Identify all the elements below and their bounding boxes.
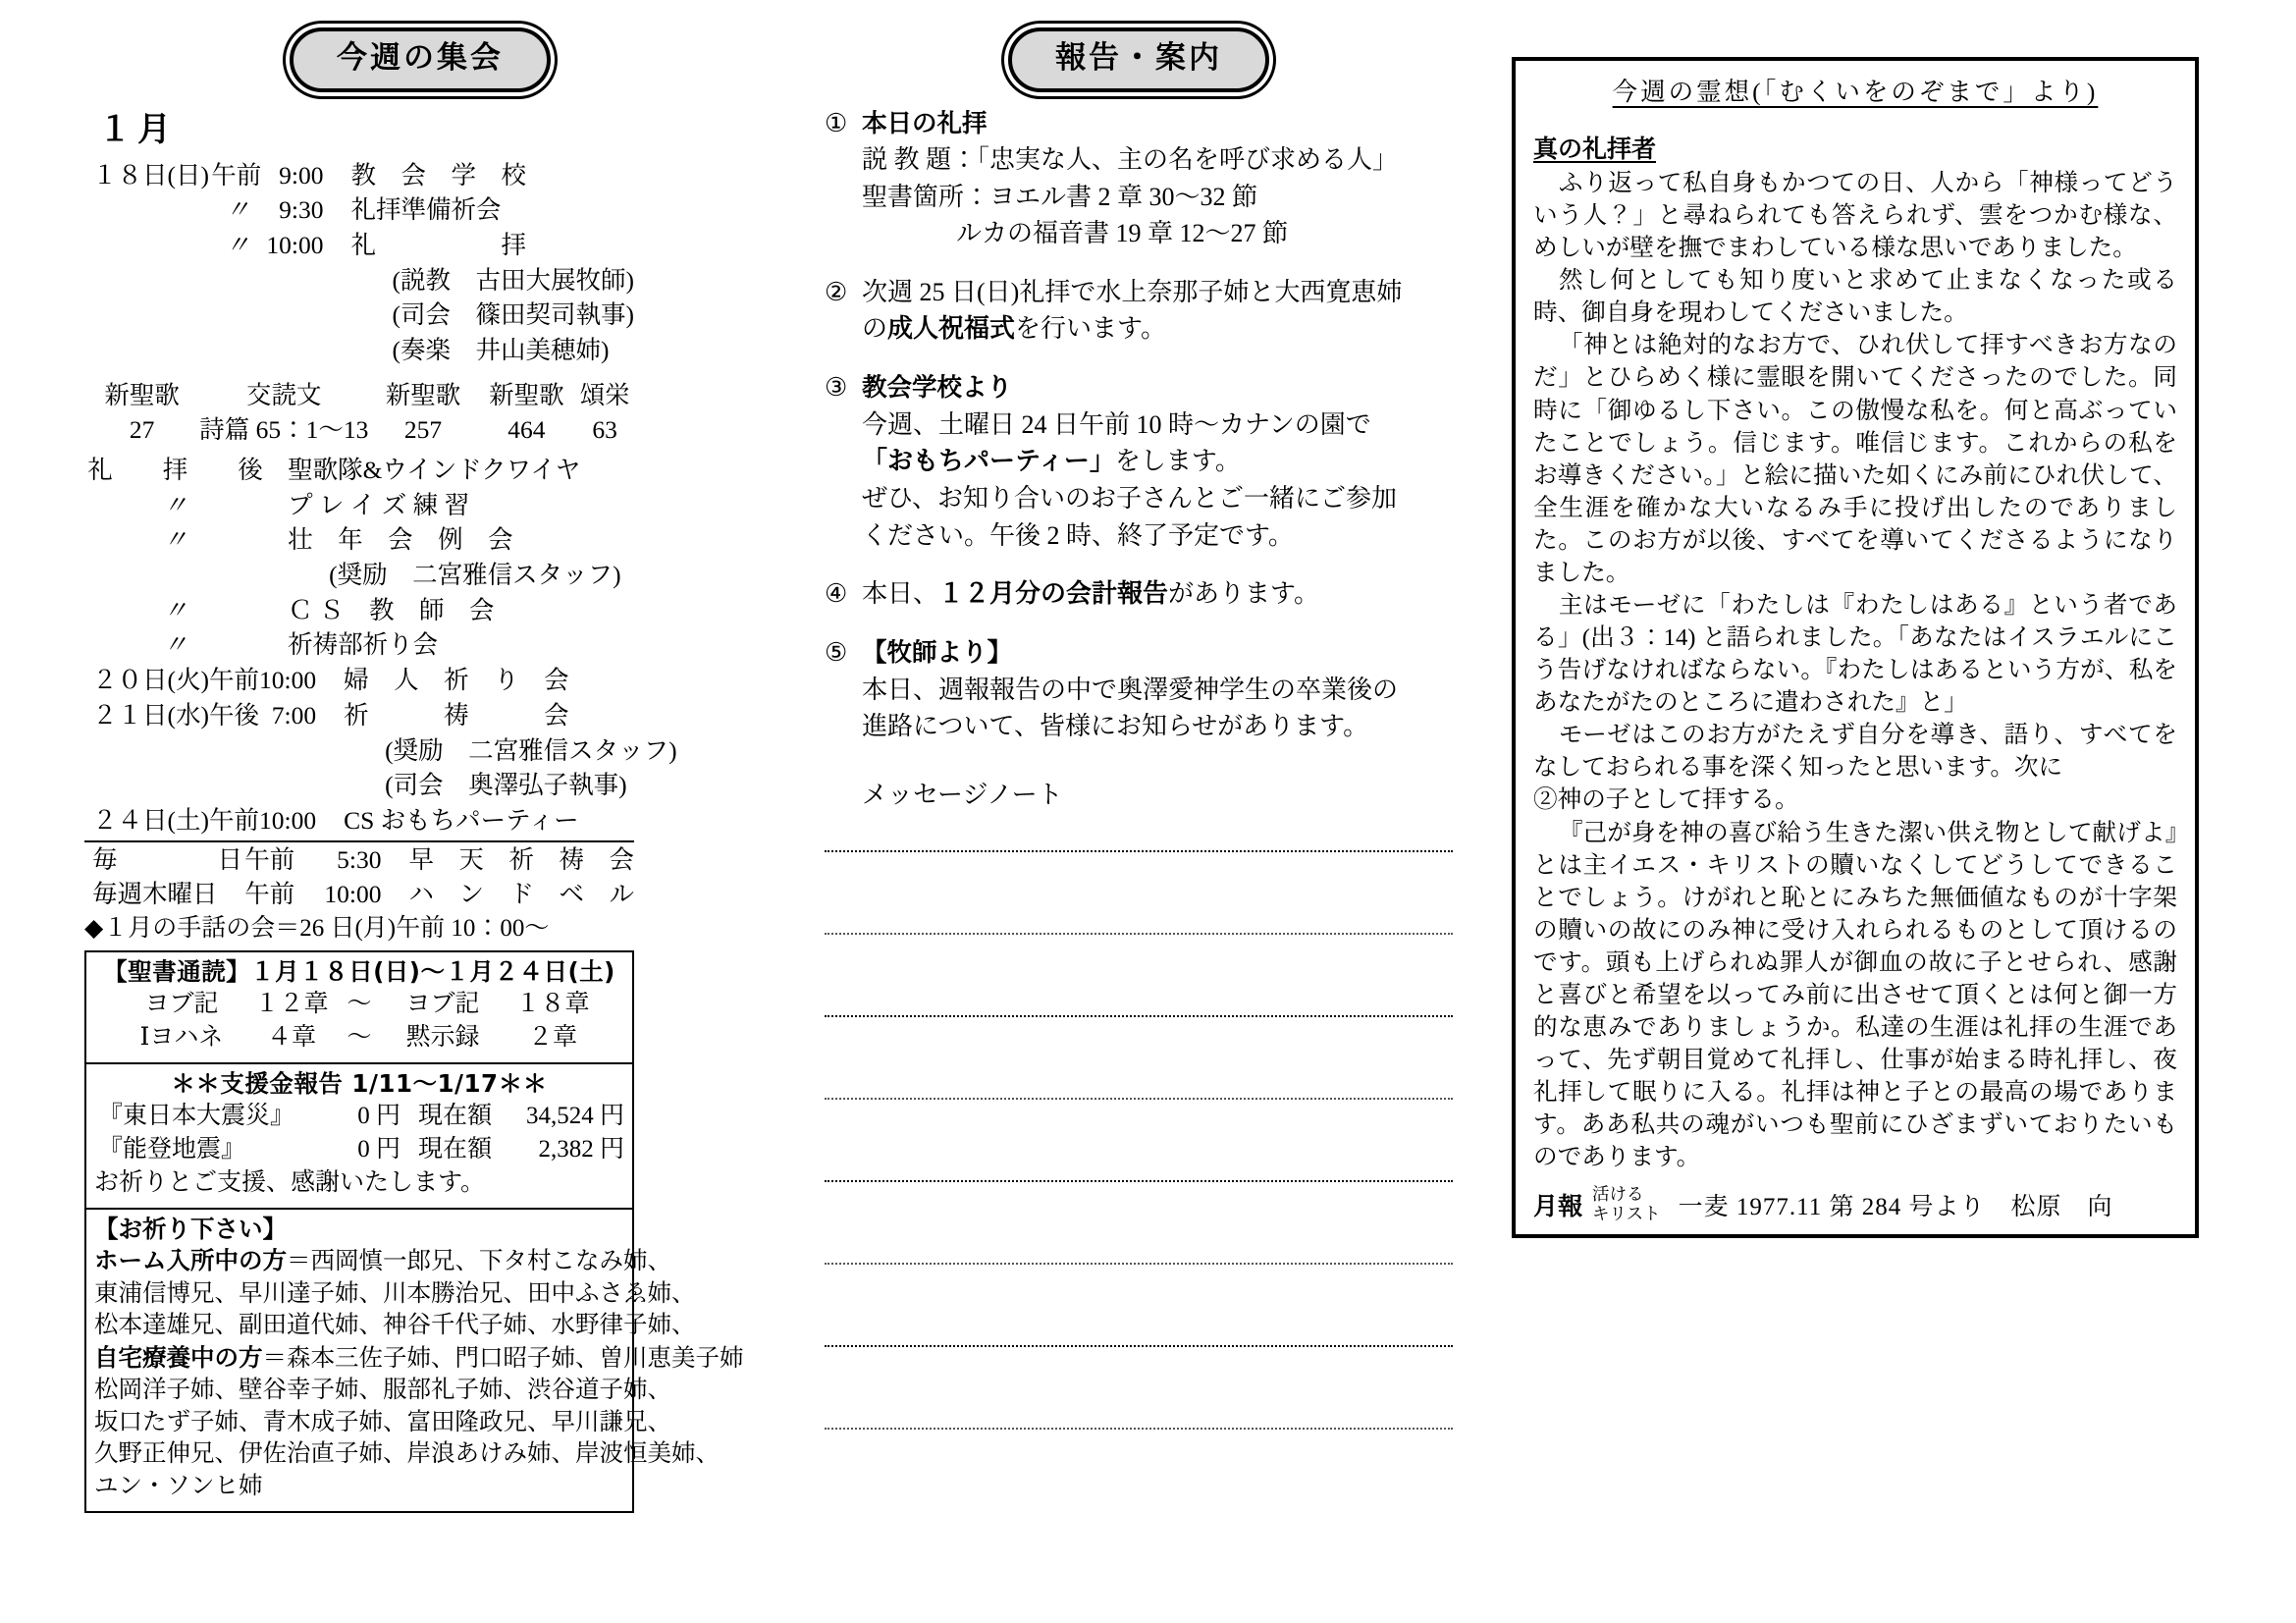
announcement-line: 聖書箇所：ヨエル書 2 章 30〜32 節 [862, 182, 1258, 211]
announcement-line: 本日、週報報告の中で奥澤愛神学生の卒業後の [862, 675, 1399, 704]
schedule-time: 9:30 [279, 195, 324, 225]
schedule-ampm [211, 263, 263, 298]
hymn-header-cell: 頌栄 [579, 380, 630, 409]
bible-reading-row [119, 988, 600, 1021]
schedule-time [263, 298, 329, 333]
prayer-name-line: 坂口たず子姉、青木成子姉、富田隆政兄、早川謙兄、 [94, 1408, 671, 1435]
announcement-heading [825, 575, 1453, 613]
after-service-row [84, 488, 634, 523]
schedule-date [84, 228, 211, 263]
month-label: １月 [98, 109, 177, 149]
schedule-table-sunday [84, 158, 634, 368]
schedule-ampm: 〃 [225, 195, 250, 225]
schedule-row [84, 663, 677, 698]
schedule-ampm: 午前 [208, 805, 259, 835]
schedule-event: 教 会 学 校 [350, 160, 527, 189]
announcement-number: ③ [825, 372, 848, 402]
note-line[interactable] [825, 1180, 1453, 1263]
announcement-heading [825, 106, 1453, 142]
schedule-event: (司会 篠田契司執事) [392, 300, 634, 330]
note-line[interactable] [825, 933, 1453, 1015]
schedule-event: ハ ン ド ベ ル [408, 880, 634, 909]
prayer-request-title: 【お祈り下さい】 [94, 1214, 287, 1243]
reading-book-start: ヨブ記 [144, 991, 219, 1018]
reading-chapter-end: １８章 [515, 991, 590, 1018]
prayer-name-line: 東浦信博兄、早川達子姉、川本勝治兄、田中ふさゑ姉、 [94, 1279, 696, 1307]
schedule-time [263, 333, 329, 368]
reading-chapter-start: １２章 [254, 991, 329, 1018]
schedule-date [84, 263, 211, 298]
announcement-line: 今週、土曜日 24 日午前 10 時〜カナンの園で [862, 409, 1371, 439]
prayer-name-line: ユン・ソンヒ姉 [94, 1473, 263, 1500]
announcements-pill-label: 報告・案内 [1008, 27, 1269, 92]
hymn-value-row [84, 412, 634, 447]
reading-chapter-end: ２章 [527, 1024, 577, 1052]
note-line[interactable] [825, 1345, 1453, 1428]
schedule-row [84, 768, 677, 803]
schedule-event: CS おもちパーティー [344, 805, 579, 835]
schedule-row [84, 841, 634, 878]
support-fund-box [84, 1064, 634, 1209]
schedule-event: (説教 古田大展牧師) [392, 265, 634, 295]
announcement-number: ④ [825, 579, 848, 609]
announcement-item [825, 274, 1453, 349]
schedule-date [84, 192, 211, 228]
hymn-header-cell: 新聖歌 [385, 380, 461, 409]
hymn-header-cell: 新聖歌 [104, 380, 180, 409]
credit-publication [1592, 1185, 1661, 1223]
schedule-body-3 [84, 841, 634, 912]
schedule-row [84, 333, 634, 368]
schedule-time: 10:00 [266, 230, 324, 259]
announcement-event-name: 成人祝福式 [887, 314, 1016, 345]
schedule-date: ２０日(火) [92, 666, 209, 695]
bible-reading-row [119, 1021, 600, 1055]
schedule-body-1 [84, 158, 634, 368]
after-service-row [84, 593, 634, 628]
hymn-header-cell: 交読文 [246, 380, 322, 409]
announcement-heading [825, 370, 1453, 406]
after-service-event: プ レ イ ズ 練 習 [288, 490, 470, 519]
schedule-ampm [209, 768, 259, 803]
support-fund-body [94, 1100, 624, 1166]
schedule-table-after [84, 453, 634, 663]
fund-current-amount: 2,382 円 [538, 1136, 624, 1163]
announcements-header [825, 27, 1453, 92]
hymn-header-row [84, 378, 634, 412]
announcement-item [825, 575, 1453, 613]
support-fund-row [94, 1133, 624, 1166]
credit-publication-line1: 活ける [1592, 1184, 1644, 1205]
announcement-body [862, 310, 1453, 348]
schedule-time: 10:00 [259, 805, 317, 835]
devotional-paragraphs [1533, 167, 2177, 784]
schedule-row [84, 228, 634, 263]
hymn-body [84, 378, 634, 447]
after-service-event: 祈祷部祈り会 [288, 630, 439, 660]
note-line[interactable] [825, 1428, 1453, 1510]
announcement-number: ⑤ [825, 637, 848, 667]
schedule-event: 婦 人 祈 り 会 [344, 666, 569, 695]
announcement-item [825, 106, 1453, 252]
schedule-date [84, 298, 211, 333]
devotional-paragraph: 主はモーゼに「わたしは『わたしはある』という者である」(出３：14) と語られました。「あなたはイスラエルにこう告げなければならない。『わたしはあるという方が、私をあなたがたのところに遣わされた』と」 [1533, 592, 2177, 717]
middle-column [825, 0, 1453, 1510]
schedule-event: 礼 拝 [350, 230, 527, 259]
after-service-time: 〃 [162, 595, 188, 624]
schedule-date: １８日(日) [92, 160, 209, 189]
announcement-item [825, 635, 1453, 745]
schedule-ampm: 午前 [244, 844, 295, 874]
announcement-line: 説 教 題：「忠実な人、主の名を呼び求める人」 [862, 145, 1399, 175]
after-service-row [84, 627, 634, 663]
schedule-row [84, 192, 634, 228]
announcement-subline: ルカの福音書 19 章 12〜27 節 [956, 219, 1289, 248]
hymn-table [84, 378, 634, 447]
announcement-body [862, 406, 1453, 555]
schedule-time: 10:00 [324, 880, 382, 909]
prayer-group-home-care-label: 自宅療養中の方 [94, 1342, 263, 1372]
message-note-title: メッセージノート [862, 780, 1063, 809]
hymn-value-cell: 27 [129, 414, 155, 444]
schedule-event: 早 天 祈 祷 会 [408, 844, 634, 874]
schedule-date: 毎 日 [92, 844, 243, 874]
devotional-credit [1533, 1185, 2177, 1223]
schedule-time [263, 263, 329, 298]
devotional-subtitle-wrap [1533, 130, 2177, 167]
reading-chapter-start: ４章 [266, 1024, 316, 1052]
meetings-header [77, 27, 764, 92]
announcement-number: ② [825, 277, 848, 306]
hymn-value-cell: 詩篇 65：1〜13 [199, 414, 369, 444]
prayer-group-home-care-line: 自宅療養中の方＝森本三佐子姉、門口昭子姉、曽川恵美子姉 [94, 1342, 744, 1372]
schedule-time: 10:00 [259, 666, 317, 695]
schedule-ampm: 午前 [211, 160, 262, 189]
fund-amount: 0 円 [357, 1136, 400, 1163]
devotional-final-paragraph: 『己が身を神の喜び給う生きた潔い供え物として献げよ』とは主イエス・キリストの贖いなくしてどうしてできることでしょう。けがれと恥とにみちた無価値なものが十字架の贖いの故にのみ神に受け入れられるものとして頂けるのです。頭も上げられぬ罪人が御血の故に子とせられ、感謝と喜びと希望を以ってみ前に出させて頂くとは何と御一方的な恵みでありましょうか。私達の生涯は礼拝の生涯であって、先ず朝目覚めて礼拝し、仕事が始まる時礼拝し、夜礼拝して眠りに入る。礼拝は神と子との最高の場であります。ああ私共の魂がいつも聖前にひざまずいておりたいものであります。 [1533, 819, 2177, 1171]
support-fund-row [94, 1100, 624, 1133]
schedule-event: 祈 祷 会 [344, 700, 569, 730]
schedule-date: ２４日(土) [92, 805, 209, 835]
fund-name: 『能登地震』 [98, 1136, 246, 1163]
schedule-time: 9:00 [279, 160, 324, 189]
left-column [77, 0, 764, 1513]
fund-amount: 0 円 [357, 1103, 400, 1130]
after-service-time [84, 558, 266, 593]
schedule-ampm: 午後 [208, 700, 259, 730]
devotional-paragraph: 然し何としても知り度いと求めて止まなくなった或る時、御自身を現わしてくださいました。 [1533, 267, 2177, 327]
support-fund-title: ＊＊支援金報告 1/11〜1/17＊＊ [171, 1069, 548, 1099]
announcement-body [862, 141, 1453, 251]
announcement-bold-line: 「おもちパーティー」をします。 [862, 446, 1241, 476]
schedule-ampm: 午前 [208, 666, 259, 695]
schedule-table-daily [84, 840, 634, 912]
announcement-line: 進路について、皆様にお知らせがあります。 [862, 712, 1369, 741]
schedule-body-after [84, 453, 634, 663]
bible-reading-table [119, 988, 600, 1055]
hymn-value-cell: 257 [403, 414, 443, 444]
announcement-heading-text: 本日の礼拝 [862, 108, 988, 138]
prayer-name-line: 松岡洋子姉、壁谷幸子姉、服部礼子姉、渋谷道子姉、 [94, 1377, 671, 1404]
note-line[interactable] [825, 1015, 1453, 1098]
fund-current-label: 現在額 [418, 1136, 493, 1163]
prayer-request-content [94, 1245, 744, 1503]
devotional-paragraph: モーゼはこのお方がたえず自分を導き、語り、すべてをなしておられる事を深く知ったと思います。次に [1533, 722, 2177, 782]
after-service-time: 礼 拝 後 [87, 456, 263, 485]
schedule-row [84, 877, 634, 912]
support-fund-footer: お祈りとご支援、感謝いたします。 [94, 1169, 486, 1197]
reading-book-start: Ⅰヨハネ [139, 1024, 224, 1052]
announcement-line: 次週 25 日(日)礼拝で水上奈那子姉と大西寛恵姉 [862, 277, 1403, 306]
schedule-row [84, 733, 677, 769]
schedule-body-2 [84, 663, 677, 838]
credit-publication-line2: キリスト [1592, 1204, 1661, 1224]
prayer-group-home-label: ホーム入所中の方 [94, 1246, 287, 1274]
schedule-time: 5:30 [337, 844, 382, 874]
credit-source: 一麦 1977.11 第 284 号より 松原 向 [1678, 1194, 2113, 1221]
right-column [1512, 0, 2218, 1238]
prayer-name-line: 久野正伸兄、伊佐治直子姉、岸浪あけみ姉、岸波恒美姉、 [94, 1440, 720, 1468]
devotional-subtitle: 真の礼拝者 [1533, 135, 1657, 163]
schedule-time: 7:00 [271, 700, 317, 730]
schedule-time [259, 768, 322, 803]
support-fund-table [94, 1100, 624, 1166]
announcement-heading-text: 【牧師より】 [862, 637, 1013, 668]
announcement-report-name: １２月分の会計報告 [938, 579, 1169, 610]
after-service-time: 〃 [162, 630, 188, 660]
announcement-bold-line: の成人祝福式を行います。 [862, 314, 1166, 345]
devotional-title: 今週の霊想(「むくいをのぞまで」より) [1612, 78, 2099, 106]
after-service-row [84, 522, 634, 558]
devotional-paragraph: ふり返って私自身もかつての日、人から「神様ってどういう人？」と尋ねられても答えられず、雲をつかむ様な、めしいが壁を撫でまわしている様な思いでありました。 [1533, 170, 2177, 262]
announcement-line: 本日、１２月分の会計報告があります。 [862, 579, 1319, 610]
schedule-ampm [211, 298, 263, 333]
schedule-row [84, 263, 634, 298]
fund-current-amount: 34,524 円 [525, 1103, 624, 1130]
hymn-header-cell: 新聖歌 [489, 380, 564, 409]
after-service-time: 〃 [162, 525, 188, 555]
after-service-row [84, 558, 634, 593]
announcement-heading [825, 274, 1453, 310]
schedule-event: (司会 奥澤弘子執事) [385, 771, 627, 800]
schedule-row [84, 698, 677, 733]
after-service-row [84, 453, 634, 488]
hymn-value-cell: 464 [507, 414, 546, 444]
after-service-event: Ｃ Ｓ 教 師 会 [288, 595, 495, 624]
reading-range-tilde: 〜 [347, 991, 372, 1018]
schedule-ampm: 午前 [244, 880, 295, 909]
meetings-pill-label: 今週の集会 [290, 27, 551, 92]
note-line[interactable] [825, 1098, 1453, 1180]
schedule-event: (奨励 二宮雅信スタッフ) [385, 735, 677, 765]
sign-language-line: ◆１月の手話の会＝26 日(月)午前 10：00〜 [84, 914, 550, 942]
after-service-time: 〃 [162, 490, 188, 519]
announcement-item [825, 370, 1453, 555]
schedule-time [259, 733, 322, 769]
hymn-value-cell: 63 [592, 414, 617, 444]
note-line[interactable] [825, 850, 1453, 933]
after-service-event: (奨励 二宮雅信スタッフ) [329, 561, 621, 590]
after-service-event: 聖歌隊&ウインドクワイヤ [288, 456, 581, 485]
reading-book-end: 黙示録 [405, 1024, 480, 1052]
bible-reading-body [119, 988, 600, 1055]
devotional-paragraph: 「神とは絶対的なお方で、ひれ伏して拝すべきお方なのだ」とひらめく様に霊眼を開いてくださったのでした。同時に「御ゆるし下さい。この傲慢な私を。何と高ぶっていたことでしょう。信じます。唯信じます。これからの私をお導きください。」と絵に描いた如くにみ前にひれ伏して、全生涯を確かな大いなるみ手に投げ出したのでありました。このお方が以後、すべてを導いてくださるようになりました。 [1533, 332, 2177, 586]
announcement-line: ぜひ、お知り合いのお子さんとご一緒にご参加 [862, 484, 1397, 514]
schedule-ampm [209, 733, 259, 769]
prayer-group-home-line: ホーム入所中の方＝西岡慎一郎兄、下タ村こなみ姉、 [94, 1246, 671, 1274]
announcement-number: ① [825, 108, 848, 137]
schedule-row [84, 158, 634, 193]
schedule-event: (奏楽 井山美穂姉) [392, 335, 610, 364]
schedule-ampm: 〃 [225, 230, 250, 259]
prayer-request-box [84, 1210, 744, 1513]
devotional-box [1512, 57, 2199, 1238]
announcement-event-name: 「おもちパーティー」 [862, 446, 1115, 476]
note-line[interactable] [825, 1263, 1453, 1345]
fund-name: 『東日本大震災』 [98, 1103, 295, 1130]
announcement-line: ください。午後 2 時、終了予定です。 [862, 520, 1294, 550]
schedule-date: 毎週木曜日 [92, 880, 218, 909]
announcement-heading [825, 635, 1453, 672]
message-note-lines [825, 850, 1453, 1510]
schedule-event: 礼拝準備祈会 [350, 195, 502, 225]
schedule-date [84, 333, 211, 368]
reading-range-tilde: 〜 [347, 1024, 372, 1052]
bible-reading-title: 【聖書通読】１月１８日(日)〜１月２４日(土) [103, 957, 615, 987]
reading-book-end: ヨブ記 [405, 991, 480, 1018]
announcement-body [862, 672, 1453, 745]
fund-current-label: 現在額 [418, 1103, 493, 1130]
credit-monthly-label: 月報 [1533, 1192, 1583, 1221]
schedule-date [84, 768, 209, 803]
schedule-row [84, 298, 634, 333]
bible-reading-box [84, 950, 634, 1064]
schedule-row [84, 803, 677, 839]
schedule-ampm [211, 333, 263, 368]
schedule-table-weekday [84, 663, 677, 838]
prayer-name-line: 松本達雄兄、副田道代姉、神谷千代子姉、水野律子姉、 [94, 1312, 696, 1339]
after-service-event: 壮 年 会 例 会 [288, 525, 513, 555]
schedule-date [84, 733, 209, 769]
schedule-date: ２１日(水) [92, 700, 209, 730]
announcement-list [825, 106, 1453, 745]
announcement-heading-text: 教会学校より [862, 372, 1013, 403]
devotional-numbered-line: ②神の子として拝する。 [1533, 786, 1799, 814]
